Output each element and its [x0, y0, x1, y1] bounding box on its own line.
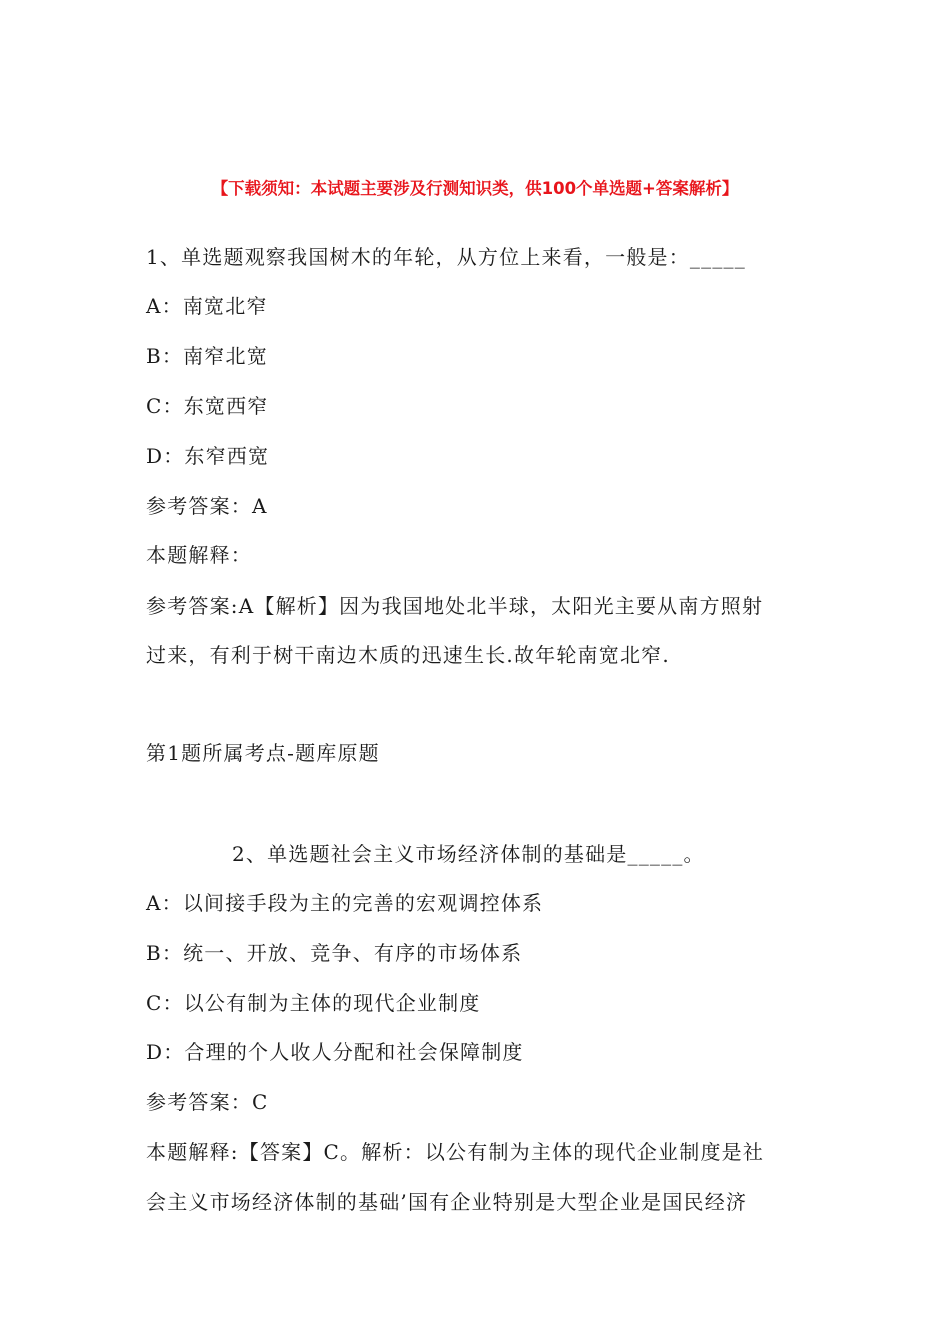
question-2-option-b: B：统一、开放、竞争、有序的市场体系 [146, 941, 523, 965]
question-1-option-a: A：南宽北窄 [146, 294, 268, 318]
question-2-option-d: D：合理的个人收人分配和社会保障制度 [146, 1040, 524, 1064]
question-2-text: 2、单选题社会主义市场经济体制的基础是_____。 [232, 842, 705, 866]
question-1-explanation-label: 本题解释： [146, 543, 252, 567]
question-1-option-d: D：东窄西宽 [146, 444, 270, 468]
question-1-option-b: B：南窄北宽 [146, 344, 268, 368]
question-1-answer: 参考答案：A [146, 494, 268, 518]
question-1-explanation-line-2: 过来，有利于树干南边木质的迅速生长.故年轮南宽北窄. [146, 643, 670, 667]
question-1-text: 1、单选题观察我国树木的年轮，从方位上来看，一般是：_____ [146, 245, 746, 269]
download-notice: 【下载须知：本试题主要涉及行测知识类，供100个单选题+答案解析】 [211, 179, 739, 198]
question-2-answer: 参考答案：C [146, 1090, 269, 1114]
question-2-explanation-line-2: 会主义市场经济体制的基础’国有企业特别是大型企业是国民经济 [146, 1190, 748, 1214]
question-1-knowledge-point: 第1题所属考点-题库原题 [146, 741, 380, 765]
question-1-option-c: C：东宽西窄 [146, 394, 269, 418]
question-2-explanation-line-1: 本题解释:【答案】C。解析：以公有制为主体的现代企业制度是社 [146, 1140, 765, 1164]
question-2-option-c: C：以公有制为主体的现代企业制度 [146, 991, 481, 1015]
question-2-option-a: A：以间接手段为主的完善的宏观调控体系 [146, 891, 544, 915]
question-1-explanation-line-1: 参考答案:A【解析】因为我国地处北半球，太阳光主要从南方照射 [146, 594, 764, 618]
